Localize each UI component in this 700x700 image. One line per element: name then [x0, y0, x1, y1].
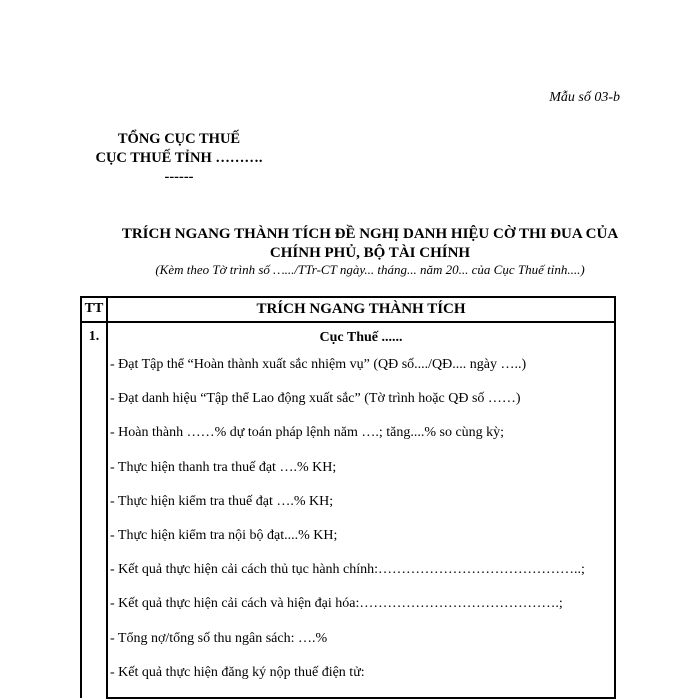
agency-header: [84, 130, 274, 185]
list-item: - Thực hiện thanh tra thuế đạt ….% KH;: [110, 459, 337, 475]
document-title: [80, 225, 660, 263]
list-item: - Tổng nợ/tổng số thu ngân sách: ….%: [110, 630, 328, 646]
list-item: - Kết quả thực hiện đăng ký nộp thuế điện tử:: [110, 664, 365, 680]
agency-separator: ------: [164, 169, 194, 185]
achievement-table: [80, 296, 616, 699]
list-item: - Đạt danh hiệu “Tập thể Lao động xuất sắc” (Tờ trình hoặc QĐ số ……): [110, 391, 521, 407]
parent-agency-name: TỔNG CỤC THUẾ: [117, 131, 241, 147]
list-item: - Kết quả thực hiện cải cách thủ tục hành chính:……………………………………..;: [110, 562, 585, 578]
list-item: - Hoàn thành ……% dự toán pháp lệnh năm ….; tăng....% so cùng kỳ;: [110, 425, 505, 441]
list-item: - Đạt Tập thể “Hoàn thành xuất sắc nhiệm vụ” (QĐ số..../QĐ.... ngày …..): [110, 357, 527, 372]
section-title: Cục Thuế ......: [319, 330, 403, 345]
list-item: - Thực hiện kiểm tra nội bộ đạt....% KH;: [110, 527, 338, 543]
header-tt: TT: [81, 297, 107, 322]
agency-name: CỤC THUẾ TỈNH ……….: [95, 150, 263, 166]
header-achievement: TRÍCH NGANG THÀNH TÍCH: [107, 297, 615, 322]
list-item: - Thực hiện kiểm tra thuế đạt ….% KH;: [110, 493, 334, 509]
title-line-2: CHÍNH PHỦ, BỘ TÀI CHÍNH: [269, 245, 471, 261]
achievement-cell: [107, 322, 615, 698]
form-number: Mẫu số 03-b: [549, 90, 620, 105]
table-row: [81, 322, 615, 698]
table-header-row: [81, 297, 615, 322]
title-line-1: TRÍCH NGANG THÀNH TÍCH ĐỀ NGHỊ DANH HIỆU CỜ THI ĐUA CỦA: [121, 226, 619, 242]
row-number: 1.: [81, 322, 107, 698]
document-subtitle: (Kèm theo Tờ trình số ….../TTr-CT ngày... tháng... năm 20... của Cục Thuế tỉnh....): [155, 262, 585, 277]
list-item: - Kết quả thực hiện cải cách và hiện đại hóa:…………………………………….;: [110, 596, 563, 612]
